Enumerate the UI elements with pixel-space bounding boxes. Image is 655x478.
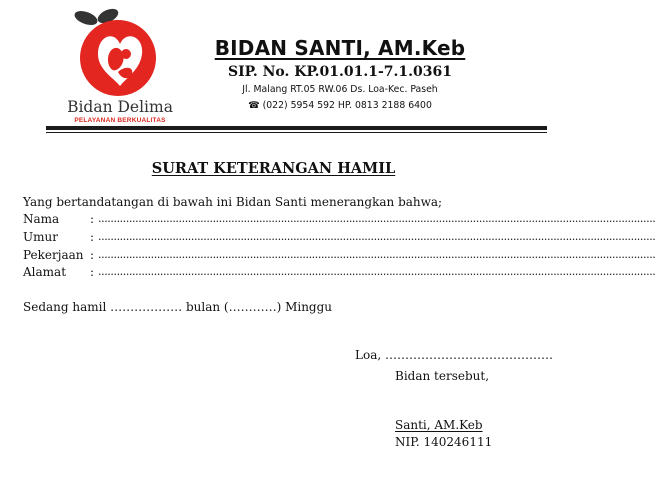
document-title: SURAT KETERANGAN HAMIL bbox=[151, 160, 396, 177]
logo-tagline: PELAYANAN BERKUALITAS bbox=[74, 117, 166, 124]
field-colon: : bbox=[90, 265, 95, 279]
letterhead-rule-thick bbox=[46, 126, 547, 130]
fill-line-umur: .................................................................................................................................................................................... bbox=[98, 230, 655, 243]
field-label-nama: Nama bbox=[23, 212, 60, 226]
place-date-line: Loa, …………………………………… bbox=[355, 348, 553, 362]
fill-line-pekerjaan: .................................................................................................................................................................................... bbox=[98, 248, 655, 261]
fill-line-nama: .................................................................................................................................................................................... bbox=[98, 212, 655, 225]
signer-role: Bidan tersebut, bbox=[395, 369, 490, 383]
field-label-umur: Umur bbox=[23, 230, 58, 244]
letterhead-address: Jl. Malang RT.05 RW.06 Ds. Loa-Kec. Paseh bbox=[242, 84, 438, 95]
field-label-pekerjaan: Pekerjaan bbox=[23, 248, 84, 262]
letterhead-rule-thin bbox=[46, 132, 547, 133]
bidan-delima-logo-icon bbox=[68, 8, 172, 98]
signer-nip: NIP. 140246111 bbox=[395, 435, 493, 449]
letterhead-title: BIDAN SANTI, AM.Keb bbox=[214, 36, 466, 60]
field-label-alamat: Alamat bbox=[23, 265, 67, 279]
logo-name: Bidan Delima bbox=[67, 98, 173, 116]
field-colon: : bbox=[90, 230, 95, 244]
field-colon: : bbox=[90, 248, 95, 262]
letterhead-sip: SIP. No. KP.01.01.1-7.1.0361 bbox=[228, 64, 452, 80]
intro-text: Yang bertandatangan di bawah ini Bidan Santi menerangkan bahwa; bbox=[23, 195, 443, 209]
letterhead-phone: ☎ (022) 5954 592 HP. 0813 2188 6400 bbox=[248, 100, 432, 111]
signer-name: Santi, AM.Keb bbox=[395, 418, 483, 432]
bidan-delima-logo bbox=[60, 8, 180, 130]
fill-line-alamat: .................................................................................................................................................................................... bbox=[98, 265, 655, 278]
field-colon: : bbox=[90, 212, 95, 226]
pregnancy-line: Sedang hamil ……………… bulan (…………) Minggu bbox=[23, 300, 333, 314]
